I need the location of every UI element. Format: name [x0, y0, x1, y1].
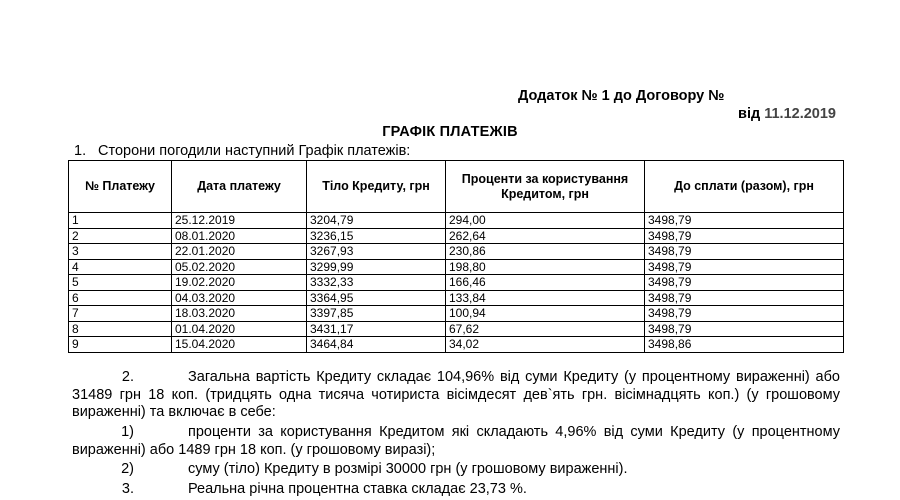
interest-amount: 230,86 [446, 244, 645, 260]
clause-number: 3. [121, 481, 134, 497]
payment-number: 2 [69, 228, 172, 244]
clause-principal [72, 461, 840, 479]
appendix-heading: Додаток № 1 до Договору № [518, 88, 725, 104]
payment-date: 04.03.2020 [172, 290, 307, 306]
table-row [69, 228, 844, 244]
payment-date: 05.02.2020 [172, 259, 307, 275]
clause-annual-rate [72, 481, 840, 499]
payment-schedule-table [68, 160, 844, 353]
clause-text: Реальна річна процентна ставка складає 23,73 %. [188, 481, 527, 497]
payment-number: 7 [69, 306, 172, 322]
principal-amount: 3397,85 [307, 306, 446, 322]
payment-number: 6 [69, 290, 172, 306]
interest-amount: 133,84 [446, 290, 645, 306]
table-row [69, 306, 844, 322]
table-row [69, 213, 844, 229]
interest-amount: 262,64 [446, 228, 645, 244]
total-amount: 3498,79 [645, 244, 844, 260]
table-header-row [69, 161, 844, 213]
total-amount: 3498,86 [645, 337, 844, 353]
intro-clause [74, 143, 410, 159]
principal-amount: 3332,33 [307, 275, 446, 291]
payment-number: 4 [69, 259, 172, 275]
clause-number: 2) [121, 461, 134, 477]
total-amount: 3498,79 [645, 290, 844, 306]
column-header: До сплати (разом), грн [645, 161, 844, 213]
principal-amount: 3431,17 [307, 321, 446, 337]
contract-date: 11.12.2019 [764, 106, 836, 122]
interest-amount: 294,00 [446, 213, 645, 229]
payment-date: 08.01.2020 [172, 228, 307, 244]
payment-number: 8 [69, 321, 172, 337]
clause-number: 1) [121, 424, 134, 440]
interest-amount: 67,62 [446, 321, 645, 337]
table-row [69, 290, 844, 306]
principal-amount: 3204,79 [307, 213, 446, 229]
clause-text: суму (тіло) Кредиту в розмірі 30000 грн (у грошовому вираженні). [188, 461, 628, 477]
table-row [69, 337, 844, 353]
payment-date: 01.04.2020 [172, 321, 307, 337]
column-header: № Платежу [69, 161, 172, 213]
total-amount: 3498,79 [645, 213, 844, 229]
total-amount: 3498,79 [645, 275, 844, 291]
table-row [69, 259, 844, 275]
payment-date: 19.02.2020 [172, 275, 307, 291]
total-amount: 3498,79 [645, 306, 844, 322]
clause-text: Загальна вартість Кредиту складає 104,96% від суми Кредиту (у процентному вираженні) або 31489 грн 18 коп. (тридцять одна тисяча чотириста вісімдесят дев`ять грн. вісімнадцять коп.) (у грошовому вираженні) та включає в себе: [72, 369, 840, 420]
payment-number: 5 [69, 275, 172, 291]
interest-amount: 100,94 [446, 306, 645, 322]
payment-date: 18.03.2020 [172, 306, 307, 322]
column-header: Дата платежу [172, 161, 307, 213]
interest-amount: 34,02 [446, 337, 645, 353]
principal-amount: 3464,84 [307, 337, 446, 353]
column-header: Тіло Кредиту, грн [307, 161, 446, 213]
table-row [69, 321, 844, 337]
principal-amount: 3299,99 [307, 259, 446, 275]
principal-amount: 3267,93 [307, 244, 446, 260]
principal-amount: 3364,95 [307, 290, 446, 306]
clause-text: проценти за користування Кредитом які складають 4,96% від суми Кредиту (у процентному вираженні) або 1489 грн 18 коп. (у грошовому виразі); [72, 424, 840, 458]
payment-number: 9 [69, 337, 172, 353]
total-amount: 3498,79 [645, 259, 844, 275]
interest-amount: 166,46 [446, 275, 645, 291]
payment-date: 22.01.2020 [172, 244, 307, 260]
total-amount: 3498,79 [645, 228, 844, 244]
column-header: Проценти за користування Кредитом, грн [446, 161, 645, 213]
principal-amount: 3236,15 [307, 228, 446, 244]
date-prefix: від [738, 106, 765, 122]
payment-date: 15.04.2020 [172, 337, 307, 353]
table-row [69, 275, 844, 291]
payment-date: 25.12.2019 [172, 213, 307, 229]
clause-number: 2. [121, 369, 134, 385]
intro-text: Сторони погодили наступний Графік платежів: [98, 143, 411, 159]
table-row [69, 244, 844, 260]
intro-number: 1. [74, 143, 87, 159]
schedule-title: ГРАФІК ПЛАТЕЖІВ [382, 124, 518, 140]
total-amount: 3498,79 [645, 321, 844, 337]
payment-number: 3 [69, 244, 172, 260]
interest-amount: 198,80 [446, 259, 645, 275]
clause-interest [72, 424, 840, 459]
contract-date-line [738, 106, 836, 122]
payment-number: 1 [69, 213, 172, 229]
clause-total-cost [72, 369, 840, 422]
